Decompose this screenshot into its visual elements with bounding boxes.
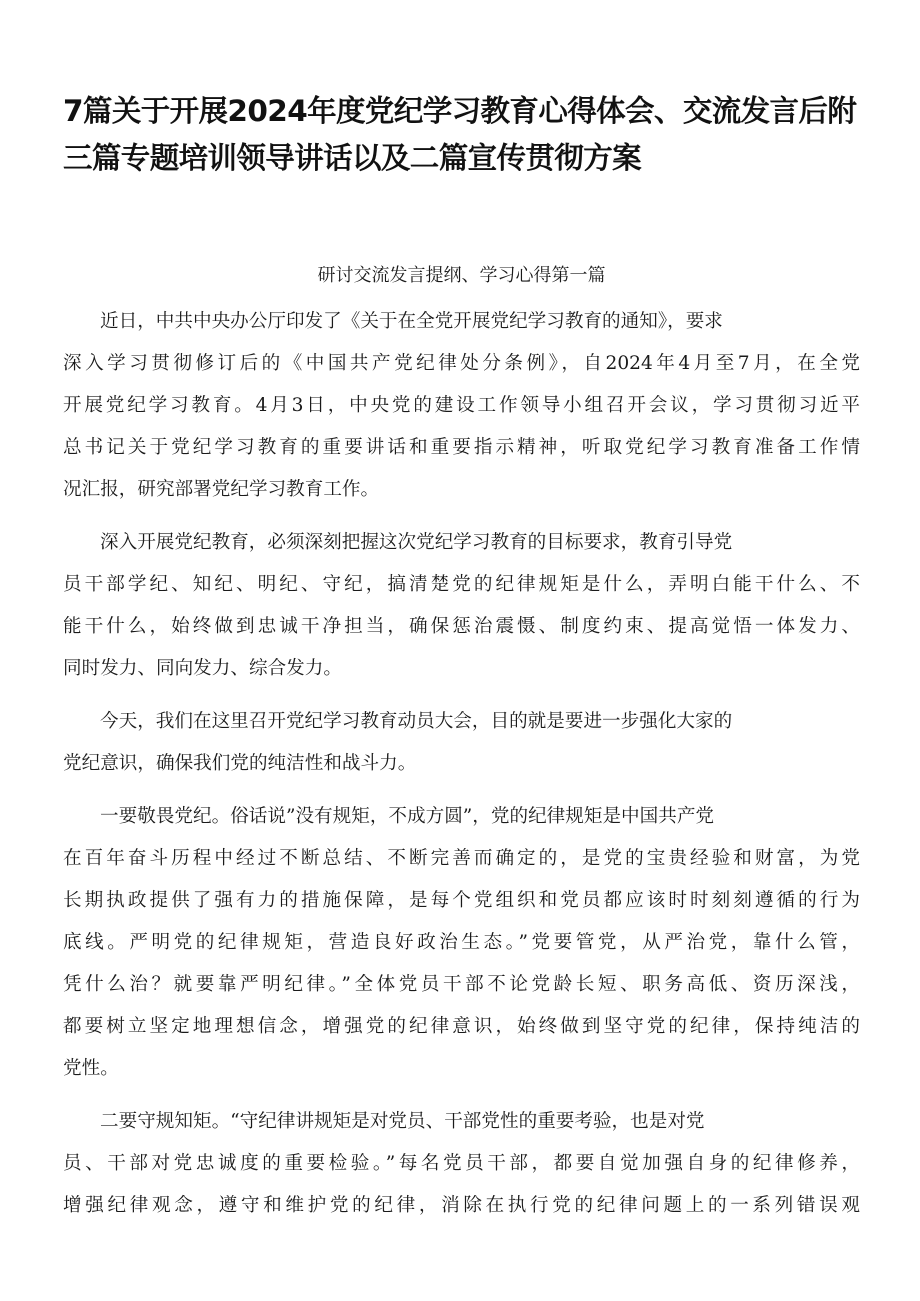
text-line: 总书记关于党纪学习教育的重要讲话和重要指示精神，听取党纪学习教育准备工作情	[63, 437, 860, 458]
text-line: 党性。	[63, 1058, 119, 1079]
title-line: 三篇专题培训领导讲话以及二篇宣传贯彻方案	[63, 141, 642, 175]
text-line: 员干部学纪、知纪、明纪、守纪，搞清楚党的纪律规矩是什么，弄明白能干什么、不	[63, 574, 860, 595]
text-line: 底线。严明党的纪律规矩，营造良好政治生态。”党要管党，从严治党，靠什么管，	[63, 932, 860, 953]
text-line: 党纪意识，确保我们党的纯洁性和战斗力。	[63, 753, 417, 774]
text-line: 在百年奋斗历程中经过不断总结、不断完善而确定的，是党的宝贵经验和财富，为党	[63, 848, 860, 869]
paragraph	[63, 701, 860, 785]
text-line: 员、干部对党忠诚度的重要检验。”每名党员干部，都要自觉加强自身的纪律修养，	[63, 1153, 860, 1174]
paragraph	[63, 301, 860, 511]
text-line: 二要守规知矩。“守纪律讲规矩是对党员、干部党性的重要考验，也是对党	[100, 1111, 705, 1132]
text-line: 深入开展党纪教育，必须深刻把握这次党纪学习教育的目标要求，教育引导党	[100, 532, 733, 553]
text-line: 同时发力、同向发力、综合发力。	[63, 658, 342, 679]
text-line: 今天，我们在这里召开党纪学习教育动员大会，目的就是要进一步强化大家的	[100, 711, 733, 732]
text-line: 近日，中共中央办公厅印发了《关于在全党开展党纪学习教育的通知》，要求	[100, 311, 723, 332]
text-line: 增强纪律观念，遵守和维护党的纪律，消除在执行党的纪律问题上的一系列错误观	[63, 1195, 860, 1216]
paragraph	[63, 1101, 860, 1227]
document-title	[63, 88, 860, 182]
title-line: 7篇关于开展2024年度党纪学习教育心得体会、交流发言后附	[63, 94, 857, 128]
paragraph	[63, 522, 860, 690]
text-line: 都要树立坚定地理想信念，增强党的纪律意识，始终做到坚守党的纪律，保持纯洁的	[63, 1016, 860, 1037]
text-line: 深入学习贯彻修订后的《中国共产党纪律处分条例》，自2024年4月至7月，在全党	[63, 353, 860, 374]
section-heading: 研讨交流发言提纲、学习心得第一篇	[317, 265, 606, 286]
text-line: 况汇报，研究部署党纪学习教育工作。	[63, 479, 380, 500]
text-line: 一要敬畏党纪。俗话说”没有规矩，不成方圆”，党的纪律规矩是中国共产党	[100, 806, 715, 827]
paragraph	[63, 796, 860, 1090]
text-line: 开展党纪学习教育。4月3日，中央党的建设工作领导小组召开会议，学习贯彻习近平	[63, 395, 860, 416]
text-line: 凭什么治？就要靠严明纪律。”全体党员干部不论党龄长短、职务高低、资历深浅，	[63, 974, 860, 995]
text-line: 长期执政提供了强有力的措施保障，是每个党组织和党员都应该时时刻刻遵循的行为	[63, 890, 860, 911]
document-body	[63, 301, 860, 1227]
text-line: 能干什么，始终做到忠诚干净担当，确保惩治震慑、制度约束、提高觉悟一体发力、	[63, 616, 860, 637]
